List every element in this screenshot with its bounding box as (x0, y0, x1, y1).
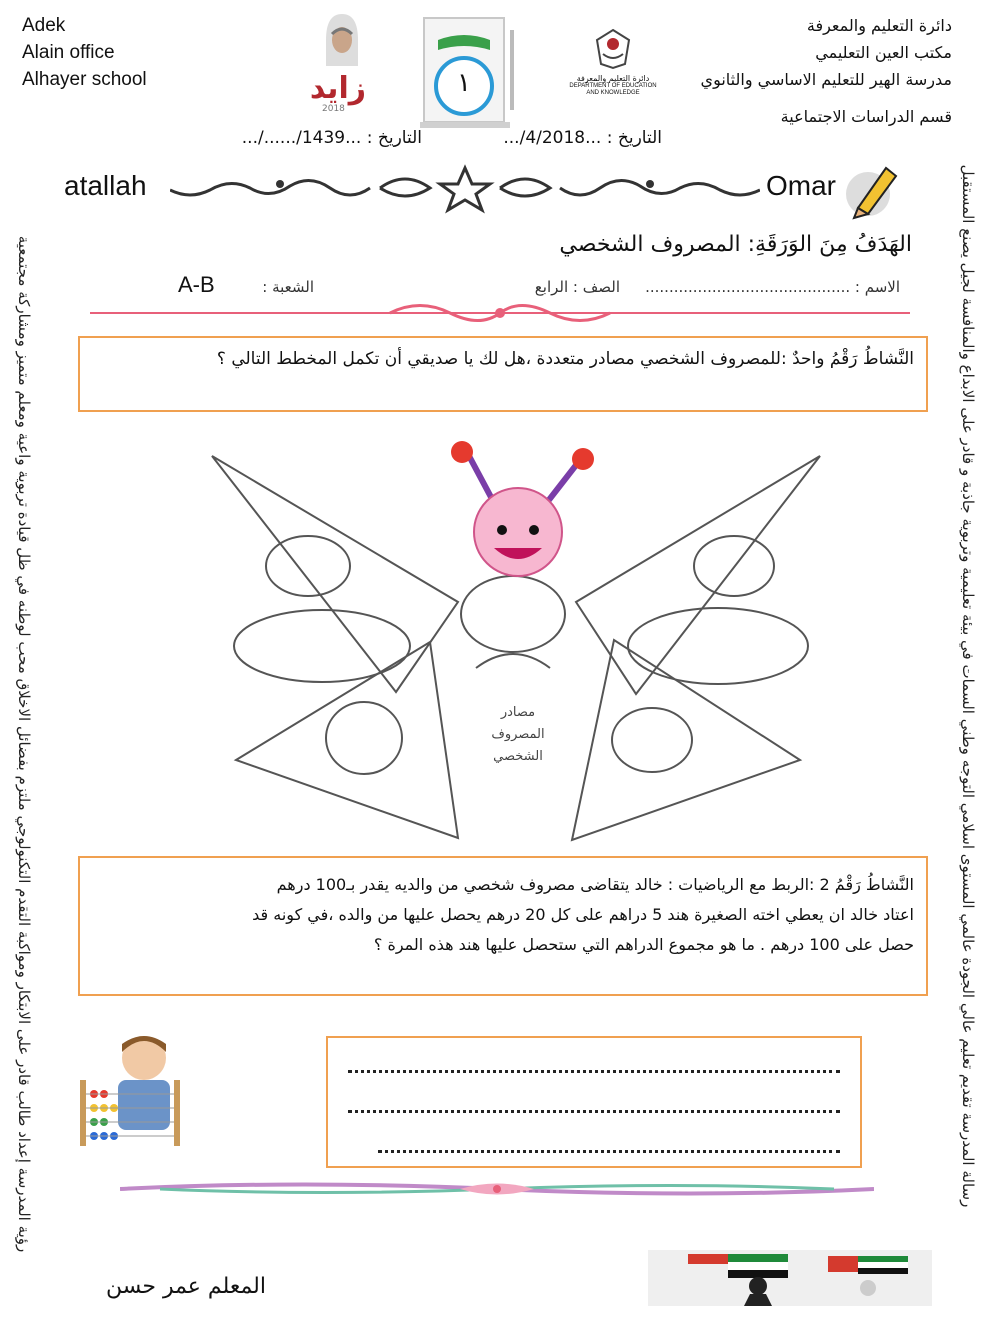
header-right (652, 12, 952, 130)
colorful-divider (120, 1176, 874, 1202)
zayed-logo (309, 10, 366, 118)
header-right-line4: قسم الدراسات الاجتماعية (780, 107, 952, 126)
side-text-right: رسالة المدرسة تقديم تعليم عالي الجودة عالمي المستوى اسلامي التوجه وطني السمات في بيئة تعليمية وتربوية جاذبة و قادر على الابداع والمنافسة لجيل يصنع المستقبل (959, 164, 977, 1208)
student-section-label: الشعبة : (262, 278, 314, 296)
answer-line-3[interactable] (378, 1150, 840, 1153)
uae-flag-image (648, 1250, 932, 1306)
diagram-label-line1: مصادر (500, 705, 536, 720)
diagram-label-line3: الشخصي (493, 749, 543, 764)
diagram-center-label (470, 702, 566, 768)
ornament-divider (170, 160, 760, 216)
page-number: ١ (457, 68, 471, 98)
antenna-right-ball (572, 448, 594, 470)
activity2-line2: اعتاد خالد ان يعطي اخته الصغيرة هند 5 دراهم على كل 20 درهم يحصل عليها من والده ،في كونه قد (252, 905, 914, 924)
header-right-line1: دائرة التعليم والمعرفة (806, 16, 952, 35)
teacher-name: المعلم عمر حسن (105, 1274, 266, 1299)
pink-divider (90, 298, 910, 328)
portrait-icon (318, 10, 366, 70)
falcon-emblem-icon (593, 28, 633, 70)
activity2-line1: النَّشاطُ رَقْمُ 2 :الربط مع الرياضيات : خالد يتقاضى مصروف شخصي من والديه يقدر بـ100 درهم (276, 875, 914, 894)
header-left-line2: Alain office (22, 42, 115, 63)
objective-title: الهَدَفُ مِنَ الوَرَقَةِ: المصروف الشخصي (559, 232, 912, 257)
butterfly-abdomen-arc (476, 654, 550, 668)
activity2-line3: حصل على 100 درهم . ما هو مجموع الدراهم التي ستحصل عليها هند هذه المرة ؟ (373, 935, 914, 954)
lower-right-wing-oval[interactable] (612, 708, 692, 772)
pencil-icon (842, 160, 902, 220)
diagram-label-line2: المصروف (491, 727, 545, 742)
ministry-logo-text: دائرة التعليم والمعرفة (576, 74, 650, 83)
answer-line-1[interactable] (348, 1070, 840, 1073)
answer-line-2[interactable] (348, 1110, 840, 1113)
header-left (22, 12, 147, 93)
banner-left-name: atallah (64, 170, 147, 201)
upper-right-wing (576, 456, 820, 694)
upper-left-wing-oval-small[interactable] (266, 536, 350, 596)
header-right-line2: مكتب العين التعليمي (815, 43, 952, 62)
ministry-logo (563, 28, 663, 98)
date-gregorian: التاريخ : ...4/2018/... (503, 128, 662, 148)
butterfly-thorax (461, 576, 565, 652)
student-section-value: A-B (178, 272, 215, 297)
header-right-line3: مدرسة الهير للتعليم الاساسي والثانوي (700, 70, 952, 89)
butterfly-diagram (200, 430, 840, 850)
lower-left-wing-oval[interactable] (326, 702, 402, 774)
activity1-box (78, 336, 928, 412)
header-left-line3: Alhayer school (22, 69, 147, 90)
date-hijri: التاريخ : ...1439/....../... (241, 128, 422, 148)
student-grade-label: الصف : الرابع (534, 278, 620, 296)
activity1-text: النَّشاطُ رَقْمُ واحدٌ :للمصروف الشخصي مصادر متعددة ،هل لك يا صديقي أن تكمل المخطط التالي ؟ (216, 349, 914, 369)
butterfly-head (474, 488, 562, 576)
zayed-logo-year: 2018 (322, 104, 345, 114)
activity2-text (80, 858, 926, 960)
child-abacus-image (78, 1030, 188, 1150)
lower-left-wing (236, 642, 458, 838)
page-number-card (410, 10, 520, 130)
lower-right-wing (572, 640, 800, 840)
antenna-left-ball (451, 441, 473, 463)
student-name-field[interactable]: الاسم : ........................................... (645, 278, 900, 296)
header-left-line1: Adek (22, 15, 66, 36)
zayed-logo-text: زايد (309, 71, 366, 106)
upper-left-wing (212, 456, 458, 692)
activity2-box (78, 856, 928, 996)
answer-box[interactable] (326, 1036, 862, 1168)
side-text-left: رؤية المدرسة إعداد طالب قادر على الابتكار ومواكبة التقدم التكنولوجي ملتزم بفضائل الاخلاق محب لوطنه في ظل قيادة تربوية واعية ومعلم متميز ومشاركة مجتمعية (15, 235, 33, 1253)
upper-right-wing-oval-large[interactable] (628, 608, 808, 684)
ministry-logo-sub: DEPARTMENT OF EDUCATION AND KNOWLEDGE (569, 83, 657, 96)
banner-right-name: Omar (766, 170, 836, 201)
